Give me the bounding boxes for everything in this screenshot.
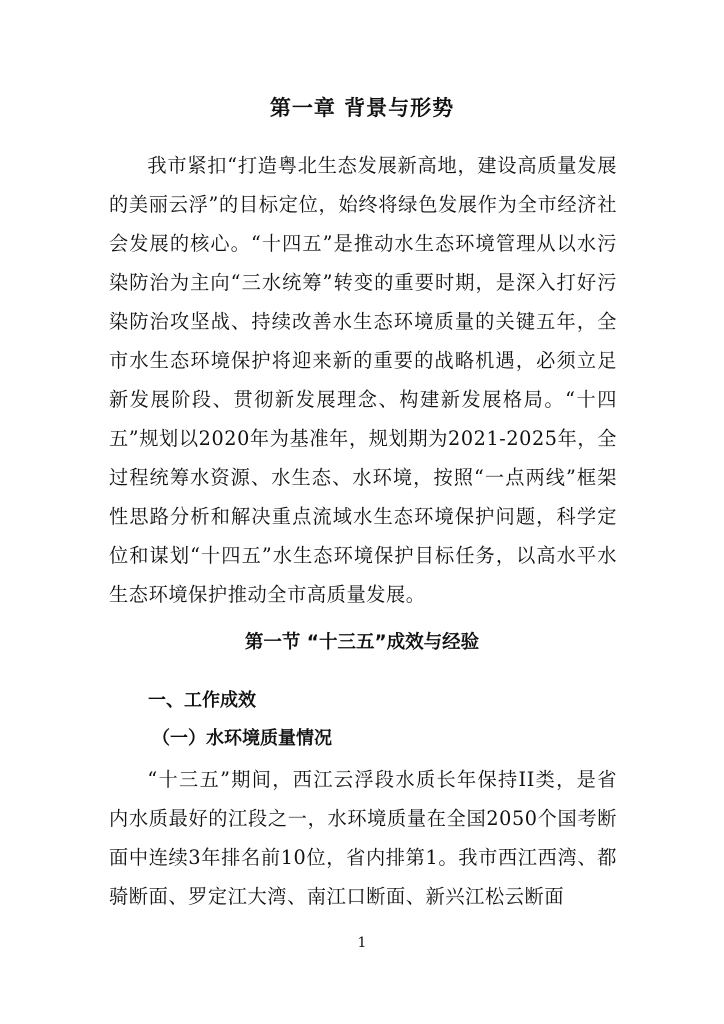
section-title: 第一节 “十三五”成效与经验 — [244, 632, 480, 653]
page-number: 1 — [357, 935, 367, 951]
intro-paragraph: 我市紧扣“打造粤北生态发展新高地，建设高质量发展的美丽云浮”的目标定位，始终将绿色发展作为全市经济社会发展的核心。“十四五”是推动水生态环境管理从以水污染防治为主向“三水统筹”转变的重要时期，是深入打好污染防治攻坚战、持续改善水生态环境质量的关键五年，全市水生态环境保护将迎来新的重要的战略机遇，必须立足新发展阶段、贯彻新发展理念、构建新发展格局。“十四五”规划以2020年为基准年，规划期为2021-2025年，全过程统筹水资源、水生态、水环境，按照“一点两线”框架性思路分析和解决重点流域水生态环境保护问题，科学定位和谋划“十四五”水生态环境保护目标任务，以高水平水生态环境保护推动全市高质量发展。 — [109, 154, 617, 606]
heading-work-results: 一、工作成效 — [148, 690, 256, 711]
body-paragraph: “十三五”期间，西江云浮段水质长年保持II类，是省内水质最好的江段之一，水环境质量在全国2050个国考断面中连续3年排名前10位，省内排第1。我市西江西湾、都骑断面、罗定江大湾、南江口断面、新兴江松云断面 — [109, 768, 617, 908]
chapter-title: 第一章 背景与形势 — [269, 96, 455, 120]
heading-water-quality: （一）水环境质量情况 — [152, 728, 332, 749]
